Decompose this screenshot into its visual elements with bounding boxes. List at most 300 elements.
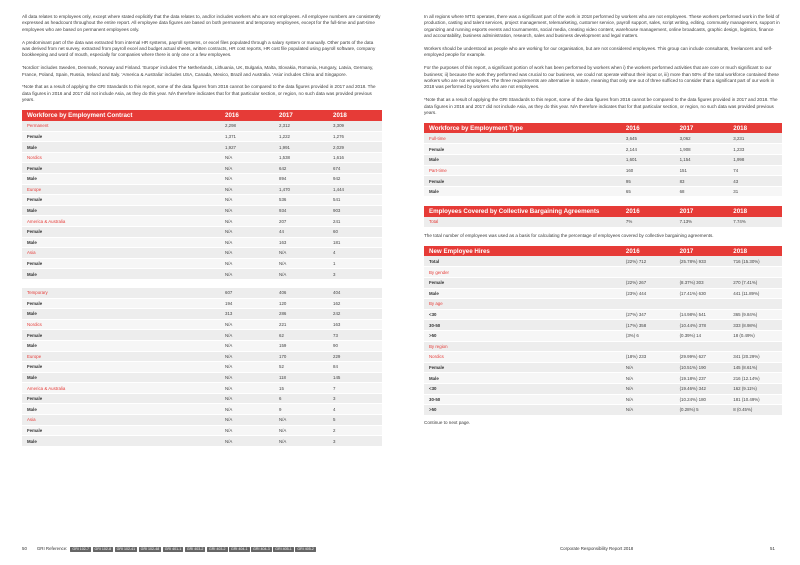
page-number-right: 51 [770, 546, 775, 551]
year-header: 2018 [728, 246, 782, 257]
table-row [424, 288, 782, 299]
cell-value: 170 [274, 351, 328, 362]
table-row [424, 144, 782, 155]
row-label: America & Australia [22, 216, 220, 227]
paragraph: For the purposes of this report, a significant portion of work has been performed by workers when i) the workers performed activities that are core or much significant to our business; ii) because the work they performed was crucial to our business, we could not operate without their input or, iii) more than 50% of the total workforce contained these workers who are not employees. The three requirements are alternative in nature, meaning that only one out of three sufficed to consider that a significant part of our work in 2018 was performed by workers who are not employees. [424, 65, 779, 90]
row-label: Nordics [22, 319, 220, 330]
cell-value: (18%) 233 [621, 352, 675, 363]
gri-tag: GRI 102-48 [140, 547, 160, 551]
cell-value: N/A [621, 394, 675, 405]
row-label: Male [22, 340, 220, 351]
cell-value: 286 [274, 309, 328, 320]
cell-value: N/A [220, 195, 274, 206]
gri-tag: GRI 401-1 [164, 547, 182, 551]
cell-value: N/A [621, 373, 675, 384]
cell-value: 68 [675, 186, 729, 197]
paragraph: 'Nordics' includes Sweden, Denmark, Norway and Finland. 'Europe' includes The Netherlands, Lithuania, UK, Bulgaria, Malta, Slovakia, Romania, Hungary, Latvia, Germany, France, Poland, Spain, Russia, Ireland and Italy. 'America & Australia' includes USA, Canada, Mexico, Brazil and Australia. 'Asia' includes China and Singapore. [22, 65, 374, 77]
table-row [424, 217, 782, 228]
cell-value: (17.41%) 630 [675, 288, 729, 299]
table-row [22, 163, 382, 174]
paragraph: *Note that as a result of applying the GRI Standards to this report, some of the data figures from 2016 cannot be compared to the data figures provided in 2017 and 2018. The data figures in 2016 and 2017 did not include Asia, as they do this year. N/A therefore indicates that for that particular section, or region, no such data was provided previous years. [424, 97, 778, 116]
cell-value: 441 (11.89%) [728, 288, 782, 299]
cell-value: 7.13% [675, 217, 729, 228]
cell-value [621, 267, 675, 278]
cell-value: N/A [220, 248, 274, 259]
cell-value: N/A [220, 415, 274, 426]
row-label: 30-50 [424, 320, 621, 331]
table-row [424, 394, 782, 405]
row-label: Female [22, 298, 220, 309]
cell-value: 3,062 [675, 133, 729, 144]
cell-value [621, 341, 675, 352]
cell-value: 2,144 [621, 144, 675, 155]
paragraph: A predominant part of the data was extracted from internal HR systems, payroll systems, or excel files populated through a salary system or manually. Other parts of the data was derived from net survey, extracted from payroll excel and budget actual sheets, written contracts, HR cost reports, HR cost file populated using payroll software, company bookkeeping and word of mouth, especially for companies where there is only one or a few employees. [22, 39, 376, 58]
cell-value: 536 [274, 195, 328, 206]
cell-value: 8 (0.45%) [728, 405, 782, 416]
cell-value: (0.39%) 14 [675, 330, 729, 341]
year-header: 2017 [274, 110, 328, 121]
cell-value: (27%) 347 [621, 309, 675, 320]
cell-value: 674 [328, 163, 382, 174]
table-row [424, 352, 782, 363]
cell-value: (22%) 267 [621, 277, 675, 288]
cell-value: N/A [220, 340, 274, 351]
cell-value: 404 [328, 287, 382, 298]
cell-value: 160 [621, 165, 675, 176]
cell-value: N/A [220, 205, 274, 216]
cell-value [675, 267, 729, 278]
continue-note: Continue to next page. [424, 419, 471, 425]
row-label: Temporary [22, 287, 220, 298]
row-label: Asia [22, 415, 220, 426]
table-row [22, 226, 382, 237]
cell-value: 3,309 [328, 121, 382, 132]
cell-value: 9 [274, 404, 328, 415]
table-row [424, 362, 782, 373]
cell-value [728, 341, 782, 352]
cell-value: N/A [220, 362, 274, 373]
cell-value: 163 [274, 237, 328, 248]
table-row [424, 133, 782, 144]
row-label: Total [424, 256, 621, 267]
row-label: Europe [22, 351, 220, 362]
right-page [424, 14, 782, 425]
table-row [424, 186, 782, 197]
table-row [22, 372, 382, 383]
left-page [22, 14, 382, 447]
year-header: 2018 [728, 123, 782, 134]
cell-value: N/A [220, 174, 274, 185]
cell-value: 83 [675, 176, 729, 187]
cell-value: 73 [328, 330, 382, 341]
cell-value: 942 [328, 174, 382, 185]
gri-tag: GRI 405-1 [275, 547, 292, 551]
table-row [22, 383, 382, 394]
cell-value: 2 [328, 425, 382, 436]
page-number-left: 50 [22, 546, 27, 552]
table-row [424, 165, 782, 176]
gri-tag: GRI 102-7 [72, 547, 89, 551]
row-label: Male [22, 372, 220, 383]
gri-tag: GRI 403-2 [186, 547, 204, 551]
row-label: Male [22, 142, 220, 153]
left-text-block [22, 14, 382, 104]
year-header: 2016 [621, 246, 675, 257]
cell-value: 333 (8.98%) [728, 320, 782, 331]
cell-value: N/A [220, 372, 274, 383]
gri-tag: GRI 404-3 [253, 547, 270, 551]
cell-value: N/A [274, 258, 328, 269]
row-label: Female [22, 163, 220, 174]
footer-right [560, 546, 633, 551]
table-row [424, 341, 782, 352]
row-label: Female [424, 362, 621, 373]
cell-value: 894 [274, 174, 328, 185]
year-header: 2016 [621, 123, 675, 134]
row-label: Male [22, 309, 220, 320]
cell-value: 194 [220, 298, 274, 309]
paragraph: Workers should be understood as people who are working for our organisation, but are not considered employees. This group can include consultants, freelancers and self-employed people for example. [424, 46, 773, 58]
table-row [22, 258, 382, 269]
cell-value: N/A [220, 436, 274, 447]
table-row [22, 319, 382, 330]
cell-value: N/A [220, 163, 274, 174]
row-label: Male [22, 404, 220, 415]
row-label: Nordics [424, 352, 621, 363]
table-row [22, 362, 382, 373]
row-label: Female [22, 425, 220, 436]
cell-value: (22%) 712 [621, 256, 675, 267]
cell-value: N/A [621, 362, 675, 373]
cell-value: 62 [274, 330, 328, 341]
cell-value: 84 [328, 362, 382, 373]
cell-value: 120 [274, 298, 328, 309]
cell-value: 1,276 [328, 131, 382, 142]
cell-value: 181 [328, 237, 382, 248]
gri-tag: GRI 405-2 [297, 547, 314, 551]
table-row [22, 340, 382, 351]
table-row [424, 320, 782, 331]
cell-value: 15 [274, 383, 328, 394]
cell-value: 7 [328, 383, 382, 394]
cell-value: 242 [328, 309, 382, 320]
table-row [424, 383, 782, 394]
cell-value: 162 [328, 298, 382, 309]
table-row [22, 269, 382, 280]
cell-value: 2,312 [274, 121, 328, 132]
table-row [22, 309, 382, 320]
table-title: Workforce by Employment Type [424, 123, 621, 134]
cell-value: 90 [328, 340, 382, 351]
table-row [424, 405, 782, 416]
collective-bargaining-table [424, 206, 782, 228]
cell-value: 1,470 [274, 184, 328, 195]
row-label: By age [424, 299, 621, 310]
cell-value: N/A [274, 248, 328, 259]
row-label: Male [424, 288, 621, 299]
cell-value [675, 299, 729, 310]
cell-value [621, 299, 675, 310]
table-row [22, 415, 382, 426]
cell-value: (29.99%) 627 [675, 352, 729, 363]
cell-value: (17%) 358 [621, 320, 675, 331]
cell-value: (8.37%) 303 [675, 277, 729, 288]
cell-value: N/A [220, 330, 274, 341]
cell-value: 181 (10.49%) [728, 394, 782, 405]
cell-value: (23%) 444 [621, 288, 675, 299]
row-label: Total [424, 217, 621, 228]
row-label: Male [22, 205, 220, 216]
cell-value: 3 [328, 393, 382, 404]
row-label: Female [424, 277, 621, 288]
cell-value: 31 [728, 186, 782, 197]
table-row [22, 436, 382, 447]
cell-value: N/A [220, 216, 274, 227]
cell-value: 5 [328, 415, 382, 426]
report-title: Corporate Responsibility Report 2018 [560, 546, 634, 551]
cell-value: N/A [621, 405, 675, 416]
cell-value: N/A [220, 269, 274, 280]
cell-value: N/A [220, 258, 274, 269]
table-row [22, 205, 382, 216]
cell-value: 6 [274, 393, 328, 404]
table-row [22, 174, 382, 185]
gri-reference-label: GRI Reference: [36, 546, 68, 552]
row-label: Male [22, 174, 220, 185]
gri-tags [70, 546, 317, 552]
cell-value: 207 [274, 216, 328, 227]
cell-value: 229 [328, 351, 382, 362]
table-row [22, 287, 382, 298]
cell-value: 4 [328, 404, 382, 415]
table-row [424, 256, 782, 267]
row-label: Female [22, 330, 220, 341]
cell-value: 44 [274, 226, 328, 237]
cell-value: 642 [274, 163, 328, 174]
cell-value: 145 [328, 372, 382, 383]
cell-value: 1,908 [675, 144, 729, 155]
table-row [424, 267, 782, 278]
cell-value: 2,029 [328, 142, 382, 153]
cell-value: 162 (9.11%) [728, 383, 782, 394]
cba-note: The total number of employees was used as a basis for calculating the percentage of employees covered by collective bargaining agreements. [424, 233, 714, 238]
cell-value: N/A [274, 436, 328, 447]
cell-value: 365 (9.84%) [728, 309, 782, 320]
row-label: Female [22, 195, 220, 206]
table-row [22, 425, 382, 436]
row-label: Male [22, 436, 220, 447]
row-label: Asia [22, 248, 220, 259]
cell-value: 541 [328, 195, 382, 206]
row-label: Female [424, 176, 621, 187]
cell-value: 607 [220, 287, 274, 298]
row-label: Nordics [22, 152, 220, 163]
table-row [22, 121, 382, 132]
cell-value: N/A [220, 425, 274, 436]
cell-value: (25.78%) 933 [675, 256, 729, 267]
table-row [22, 131, 382, 142]
table-row [22, 184, 382, 195]
cell-value: 2,298 [220, 121, 274, 132]
cell-value: 341 (20.29%) [728, 352, 782, 363]
row-label: <30 [424, 309, 621, 320]
cell-value: 18 (0.49%) [728, 330, 782, 341]
row-label: Male [22, 237, 220, 248]
cell-value: N/A [621, 383, 675, 394]
cell-value: N/A [220, 237, 274, 248]
cell-value: N/A [220, 152, 274, 163]
row-label: By gender [424, 267, 621, 278]
year-header: 2017 [675, 206, 729, 217]
cell-value: 934 [274, 205, 328, 216]
cell-value: 7% [621, 217, 675, 228]
table-row [424, 155, 782, 166]
cell-value: N/A [220, 184, 274, 195]
row-label: America & Australia [22, 383, 220, 394]
cell-value: N/A [220, 319, 274, 330]
cell-value: 1,222 [274, 131, 328, 142]
year-header: 2018 [728, 206, 782, 217]
row-label: Female [22, 226, 220, 237]
cell-value: N/A [274, 425, 328, 436]
cell-value: N/A [220, 383, 274, 394]
workforce-type-table [424, 123, 782, 198]
cell-value: 716 (15.30%) [728, 256, 782, 267]
year-header: 2018 [328, 110, 382, 121]
year-header: 2016 [621, 206, 675, 217]
row-label: Female [22, 393, 220, 404]
cell-value: 74 [728, 165, 782, 176]
cell-value: N/A [220, 404, 274, 415]
table-title: New Employee Hires [424, 246, 621, 257]
cell-value: 159 [274, 340, 328, 351]
cell-value: 1,998 [728, 155, 782, 166]
cell-value: 163 [328, 319, 382, 330]
gri-tag: GRI 403-2 [208, 547, 226, 551]
row-label: Male [424, 186, 621, 197]
cell-value: (19.18%) 237 [675, 373, 729, 384]
cell-value: 1 [328, 258, 382, 269]
table-row [22, 152, 382, 163]
row-label: Male [22, 269, 220, 280]
table-row [424, 176, 782, 187]
cell-value: 52 [274, 362, 328, 373]
cell-value [728, 299, 782, 310]
row-label: Female [424, 144, 621, 155]
cell-value: (0.28%) 5 [675, 405, 729, 416]
table-title: Workforce by Employment Contract [22, 110, 220, 121]
cell-value: 313 [220, 309, 274, 320]
row-label: >50 [424, 405, 621, 416]
cell-value: 1,616 [328, 152, 382, 163]
gri-tag: GRI 404-1 [231, 547, 248, 551]
table-title: Employees Covered by Collective Bargaining Agreements [424, 206, 621, 217]
table-row [424, 299, 782, 310]
row-label: Female [22, 258, 220, 269]
cell-value: (10.51%) 190 [675, 362, 729, 373]
cell-value: 3 [328, 436, 382, 447]
cell-value: (14.98%) 541 [675, 309, 729, 320]
table-row [22, 142, 382, 153]
right-text-block [424, 14, 782, 116]
cell-value: 406 [274, 287, 328, 298]
cell-value: (3%) 6 [621, 330, 675, 341]
row-label: Europe [22, 184, 220, 195]
gri-tag: GRI 102-41 [116, 547, 136, 551]
year-header: 2017 [675, 246, 729, 257]
row-label: By region [424, 341, 621, 352]
table-row [22, 248, 382, 259]
paragraph: *Note that as a result of applying the GRI Standards to this report, some of the data figures from 2016 cannot be compared to the data figures provided in 2017 and 2018. The data figures in 2016 and 2017 did not include Asia, as they do this year. N/A therefore indicates that for that particular section, or region, no such data was provided previous years. [22, 84, 376, 103]
cell-value: 3,645 [621, 133, 675, 144]
cell-value: 1,927 [220, 142, 274, 153]
table-row [22, 351, 382, 362]
cell-value: (10.24%) 180 [675, 394, 729, 405]
cell-value: 95 [621, 176, 675, 187]
cell-value: 7.74% [728, 217, 782, 228]
cell-value: 3,231 [728, 133, 782, 144]
row-label: Full-time [424, 133, 621, 144]
cell-value [728, 267, 782, 278]
table-row [22, 404, 382, 415]
cell-value: N/A [220, 226, 274, 237]
cell-value [675, 341, 729, 352]
cell-value: 151 [675, 165, 729, 176]
cell-value: 43 [728, 176, 782, 187]
footer-left [22, 546, 317, 552]
row-label: Male [424, 155, 621, 166]
cell-value: 1,991 [274, 142, 328, 153]
cell-value: 903 [328, 205, 382, 216]
year-header: 2016 [220, 110, 274, 121]
row-label: Female [22, 131, 220, 142]
cell-value: 1,601 [621, 155, 675, 166]
table-row [22, 393, 382, 404]
table-row [22, 216, 382, 227]
cell-value: 1,444 [328, 184, 382, 195]
cell-value: (10.44%) 378 [675, 320, 729, 331]
table-row [22, 195, 382, 206]
table-row [424, 277, 782, 288]
new-hires-table [424, 246, 782, 416]
cell-value: 3 [328, 269, 382, 280]
cell-value: 1,371 [220, 131, 274, 142]
cell-value: (19.46%) 342 [675, 383, 729, 394]
workforce-contract-table [22, 110, 382, 447]
row-label: >50 [424, 330, 621, 341]
table-row [424, 309, 782, 320]
cell-value: 60 [328, 226, 382, 237]
cell-value: 4 [328, 248, 382, 259]
cell-value: 1,154 [675, 155, 729, 166]
cell-value: 221 [274, 319, 328, 330]
row-label: Part-time [424, 165, 621, 176]
table-row [22, 330, 382, 341]
row-label: Male [424, 373, 621, 384]
table-row [22, 237, 382, 248]
table-row [424, 373, 782, 384]
year-header: 2017 [675, 123, 729, 134]
cell-value: 65 [621, 186, 675, 197]
table-row [22, 298, 382, 309]
paragraph: All data relates to employees only, except where stated explicitly that the data relates to, and/or includes workers who are not employees. All employee numbers are consistently expressed as headcount throughout the entire report. All employee data figures are based on both permanent and temporary employees, except for the full-time and part-time employees who are based on permanent employees only. [22, 14, 381, 32]
row-label: Permanent [22, 121, 220, 132]
row-label: 30-50 [424, 394, 621, 405]
cell-value: 1,538 [274, 152, 328, 163]
table-row [424, 330, 782, 341]
cell-value: N/A [220, 393, 274, 404]
cell-value: 270 (7.41%) [728, 277, 782, 288]
